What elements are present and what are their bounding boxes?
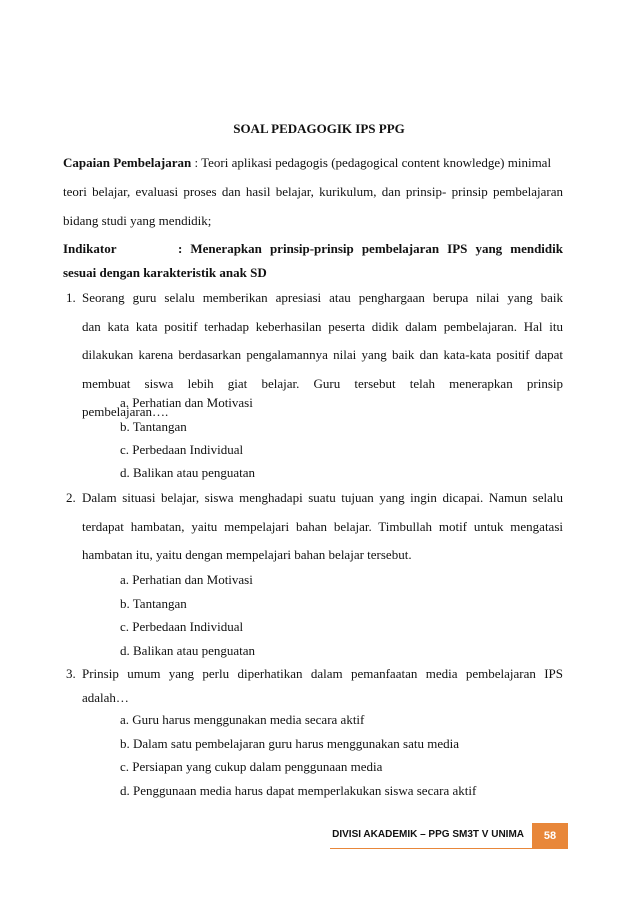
answer-option: b. Dalam satu pembelajaran guru harus menggunakan satu media <box>120 736 459 751</box>
capaian-line-1 <box>63 155 563 171</box>
question-line: hambatan itu, yaitu dengan mempelajari bahan belajar tersebut. <box>82 547 412 562</box>
capaian-text-1: : Teori aplikasi pedagogis (pedagogical content knowledge) minimal <box>191 155 552 170</box>
question-number: 3. <box>66 666 76 681</box>
capaian-label: Capaian Pembelajaran <box>63 155 192 170</box>
footer-text: DIVISI AKADEMIK – PPG SM3T V UNIMA <box>332 829 524 840</box>
question-line: terdapat hambatan, yaitu mempelajari bahan belajar. Timbullah motif untuk mengatasi <box>82 519 563 534</box>
capaian-line-2: teori belajar, evaluasi proses dan hasil belajar, kurikulum, dan prinsip- prinsip pembelajaran <box>63 184 563 199</box>
question-number: 2. <box>66 490 76 505</box>
answer-option: d. Penggunaan media harus dapat memperlakukan siswa secara aktif <box>120 783 477 798</box>
question-line: dan kata kata positif terhadap keberhasilan peserta didik dalam pembelajaran. Hal itu <box>82 319 563 334</box>
page-number-badge: 58 <box>532 823 568 849</box>
page-title: SOAL PEDAGOGIK IPS PPG <box>233 121 405 136</box>
answer-option: c. Perbedaan Individual <box>120 442 244 457</box>
page-footer <box>330 823 568 849</box>
capaian-line-3: bidang studi yang mendidik; <box>63 213 212 228</box>
answer-option: a. Guru harus menggunakan media secara aktif <box>120 712 365 727</box>
answer-option: c. Perbedaan Individual <box>120 619 244 634</box>
answer-option: a. Perhatian dan Motivasi <box>120 572 253 587</box>
question-line: Prinsip umum yang perlu diperhatikan dalam pemanfaatan media pembelajaran IPS <box>82 666 563 681</box>
indikator-text-1: : Menerapkan prinsip-prinsip pembelajaran IPS yang mendidik <box>178 241 563 256</box>
question-line: dilakukan karena berdasarkan pengalamannya nilai yang baik dan kata-kata positif dapat <box>82 347 563 362</box>
answer-option: b. Tantangan <box>120 419 187 434</box>
answer-option: b. Tantangan <box>120 596 187 611</box>
question-line: pembelajaran…. <box>82 404 169 419</box>
question-line: adalah… <box>82 690 129 705</box>
question-line: membuat siswa lebih giat belajar. Guru tersebut telah menerapkan prinsip <box>82 376 563 391</box>
question-line: Dalam situasi belajar, siswa menghadapi suatu tujuan yang ingin dicapai. Namun selalu <box>82 490 563 505</box>
question-number: 1. <box>66 290 76 305</box>
footer-divider <box>330 848 532 849</box>
answer-option: d. Balikan atau penguatan <box>120 465 256 480</box>
indikator-label: Indikator <box>63 241 117 256</box>
indikator-text-2: sesuai dengan karakteristik anak SD <box>63 265 267 280</box>
question-line: Seorang guru selalu memberikan apresiasi atau penghargaan berupa nilai yang baik <box>82 290 563 305</box>
answer-option: d. Balikan atau penguatan <box>120 643 256 658</box>
answer-option: c. Persiapan yang cukup dalam penggunaan media <box>120 759 383 774</box>
answer-option: a. Perhatian dan Motivasi <box>120 395 253 410</box>
